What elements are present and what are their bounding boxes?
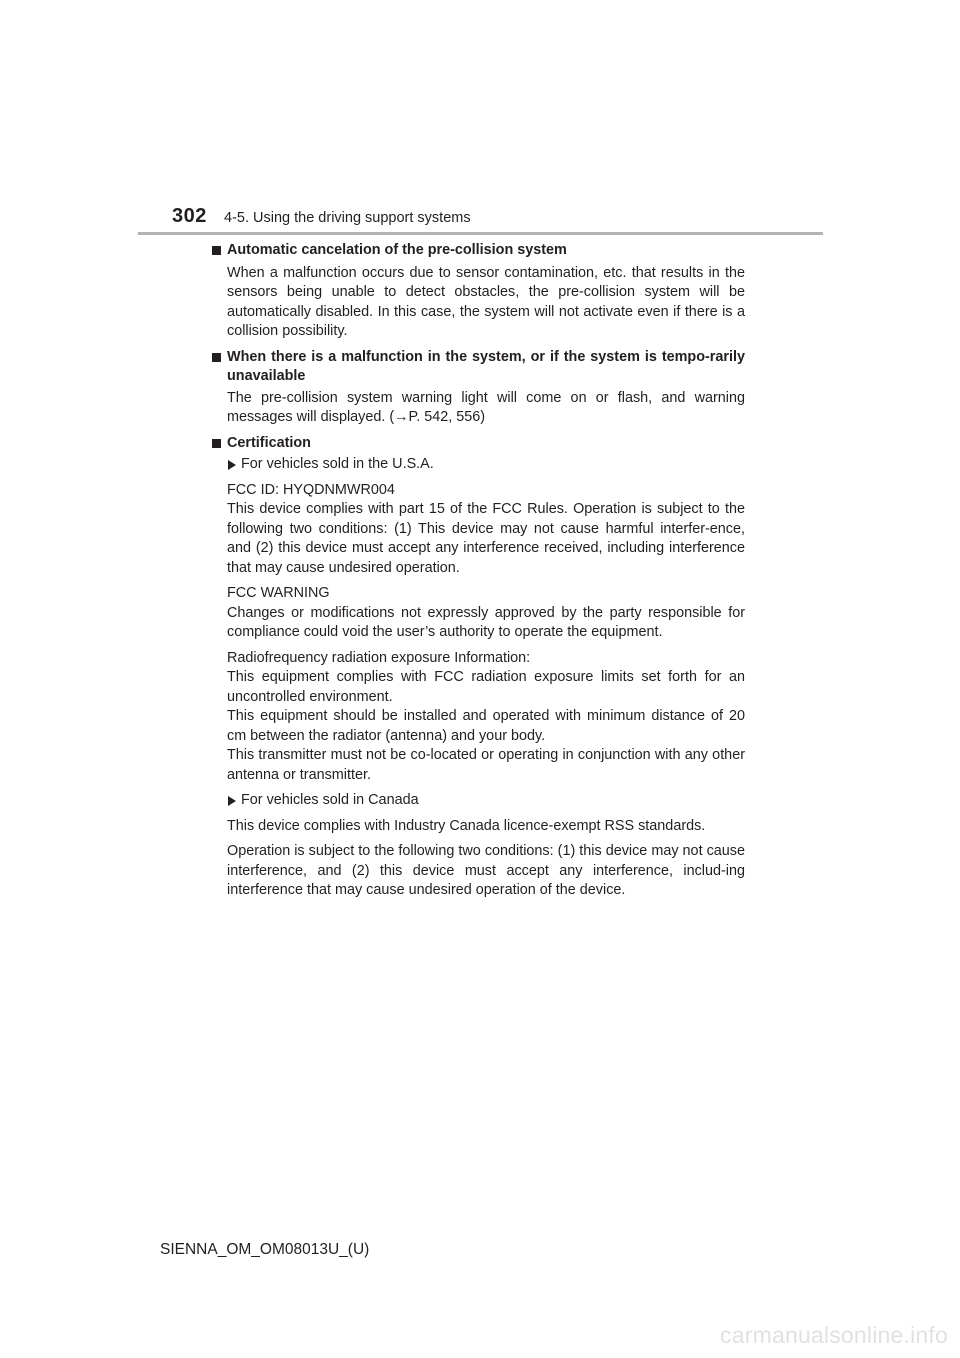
paragraph-fcc-warning: FCC WARNING <box>227 585 330 601</box>
square-bullet-icon <box>212 353 221 362</box>
page-content <box>210 241 745 905</box>
triangle-bullet-icon <box>228 460 236 470</box>
page-header <box>0 0 960 240</box>
paragraph: This device complies with part 15 of the FCC Rules. Operation is subject to the following two conditions: (1) This device may not cause harmful interfer-ence, and (2) this device must accept any interference received, including interference that may cause undesired operation. <box>227 501 745 576</box>
paragraph: This equipment complies with FCC radiation exposure limits set forth for an uncontrolled environment. <box>227 669 745 705</box>
subsection-label-usa: For vehicles sold in the U.S.A. <box>227 455 745 475</box>
paragraph: This transmitter must not be co-located or operating in conjunction with any other antenna or transmitter. <box>227 747 745 783</box>
section-heading: Certification <box>210 434 745 454</box>
section-title: 4-5. Using the driving support systems <box>224 210 471 226</box>
subsection-label-canada: For vehicles sold in Canada <box>227 791 745 811</box>
paragraph-rf-heading: Radiofrequency radiation exposure Information: <box>227 649 531 666</box>
paragraph: Changes or modifications not expressly approved by the party responsible for compliance could void the user’s authority to operate the equipment. <box>227 604 745 640</box>
page-number: 302 <box>172 205 207 227</box>
triangle-bullet-icon <box>228 796 236 806</box>
header-rule <box>138 232 823 235</box>
paragraph: This device complies with Industry Canada licence-exempt RSS standards. <box>227 817 706 834</box>
section-heading: Automatic cancelation of the pre-collision system <box>210 241 745 261</box>
footer-doc-code: SIENNA_OM_OM08013U_(U) <box>160 1241 370 1258</box>
section-auto-cancel <box>210 241 745 342</box>
section-certification <box>210 434 745 901</box>
section-heading: When there is a malfunction in the system, or if the system is tempo-rarily unavailable <box>210 348 745 387</box>
paragraph-fcc-id: FCC ID: HYQDNMWR004 <box>227 481 395 498</box>
paragraph: The pre-collision system warning light will come on or flash, and warning messages will displayed. (→P. 542, 556) <box>227 389 745 425</box>
square-bullet-icon <box>212 439 221 448</box>
square-bullet-icon <box>212 246 221 255</box>
paragraph: When a malfunction occurs due to sensor contamination, etc. that results in the sensors being unable to detect obstacles, the pre-collision system will be automatically disabled. In this case, the system will not activate even if there is a collision possibility. <box>227 264 745 339</box>
paragraph: This equipment should be installed and operated with minimum distance of 20 cm between the radiator (antenna) and your body. <box>227 708 745 744</box>
paragraph: Operation is subject to the following two conditions: (1) this device may not cause interference, and (2) this device must accept any interference, includ-ing interference that may cause undesired operation of the device. <box>227 843 745 898</box>
watermark: carmanualsonline.info <box>720 1322 948 1348</box>
section-malfunction <box>210 348 745 428</box>
